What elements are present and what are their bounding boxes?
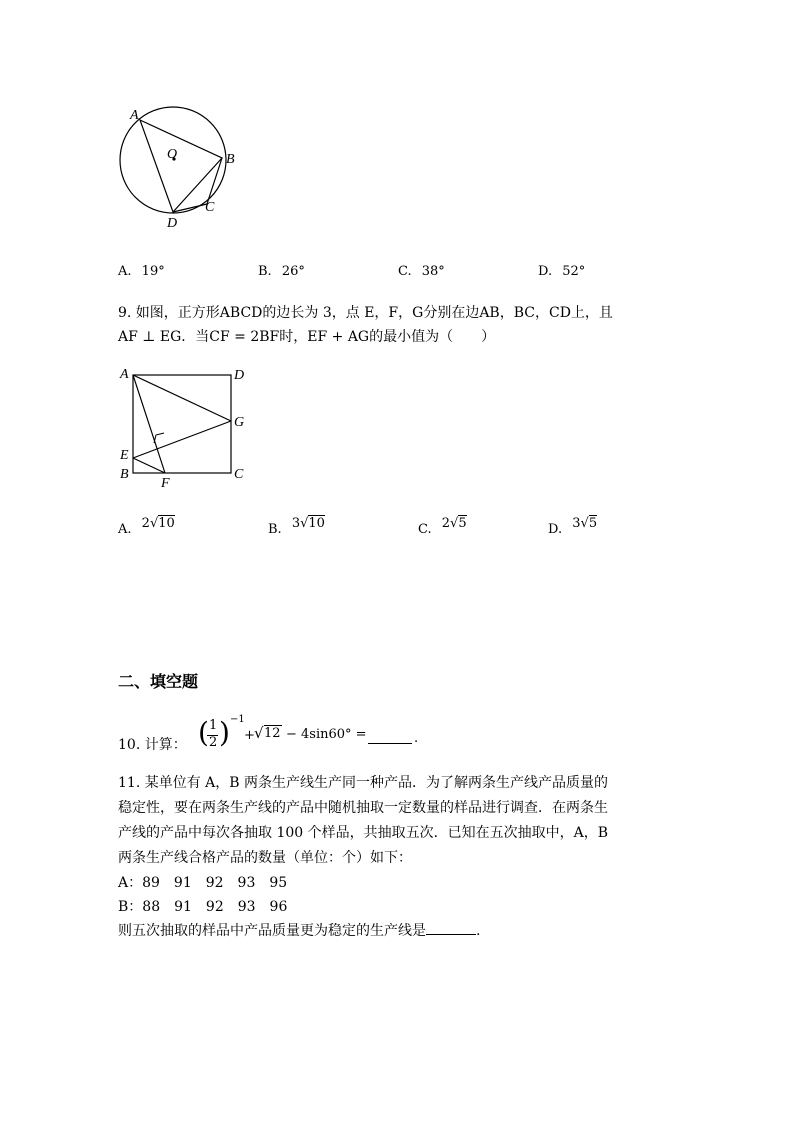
q10-rest: − 4sin60° =: [286, 727, 367, 742]
q9-segment-ag: [133, 375, 231, 421]
q11-line-b-data: B：88 91 92 93 96: [118, 899, 288, 915]
q8-label-d: D: [167, 216, 178, 231]
q10-radicand: 12: [264, 726, 281, 741]
q9-option-a-coef: 2: [141, 516, 150, 531]
q9-option-b-radicand: 10: [308, 516, 325, 531]
q9-option-b-coef: 3: [291, 516, 301, 531]
q9-label-a: A: [120, 367, 129, 382]
q9-option-a: A. 2√10: [118, 516, 175, 537]
q9-label-b: B: [120, 467, 129, 482]
q8-option-b-value: 26°: [281, 264, 305, 279]
q8-figure: [110, 100, 260, 235]
q10-answer-blank[interactable]: [368, 731, 412, 744]
q9-question-line-1: 9. 如图，正方形ABCD的边长为 3，点 E，F，G分别在边AB，BC，CD上，且: [118, 305, 613, 321]
q11-line-1: 11. 某单位有 A，B 两条生产线生产同一种产品．为了解两条生产线产品质量的: [118, 775, 609, 791]
q9-segment-eg: [133, 421, 231, 458]
q10-frac-num: 1: [209, 718, 218, 733]
q8-option-b-letter: B.: [258, 264, 272, 279]
q10-exponent: −1: [230, 714, 245, 725]
q8-label-b: B: [226, 152, 235, 167]
q9-label-e: E: [120, 448, 129, 463]
q10-prefix: 10. 计算：: [118, 737, 187, 753]
q9-segment-ef: [133, 458, 165, 473]
q11-line-3: 产线的产品中每次各抽取 100 个样品，共抽取五次．已知在五次抽取中，A，B: [118, 825, 609, 841]
q8-option-b: [258, 264, 305, 279]
q8-option-a-letter: A.: [118, 264, 132, 279]
q9-option-a-radicand: 10: [158, 516, 175, 531]
q9-option-a-letter: A.: [118, 522, 132, 537]
q8-option-d: [538, 264, 585, 279]
q8-option-d-value: 52°: [562, 264, 586, 279]
q11-line-2: 稳定性，要在两条生产线的产品中随机抽取一定数量的样品进行调查．在两条生: [118, 800, 608, 816]
q9-option-d-letter: D.: [548, 522, 563, 537]
q8-option-c-letter: C.: [398, 264, 412, 279]
q8-option-c-value: 38°: [421, 264, 445, 279]
q9-label-d: D: [234, 368, 245, 383]
q9-option-c-coef: 2: [441, 516, 451, 531]
q9-option-b-letter: B.: [268, 522, 282, 537]
q8-segment-bc: [207, 158, 222, 204]
q9-option-c-radicand: 5: [458, 516, 467, 531]
q8-label-o: O: [167, 147, 178, 162]
q9-square: [133, 375, 231, 473]
section-heading-fill-in: 二、填空题: [118, 672, 199, 691]
q8-label-a: A: [130, 108, 139, 123]
q8-option-a-value: 19°: [141, 264, 165, 279]
q11-line-4: 两条生产线合格产品的数量（单位：个）如下：: [118, 850, 412, 866]
q9-label-f: F: [161, 476, 170, 491]
q9-question-line-2: AF ⊥ EG．当CF = 2BF时，EF + AG的最小值为（ ）: [118, 329, 496, 345]
q11-last-text: 则五次抽取的样品中产品质量更为稳定的生产线是: [118, 923, 426, 939]
q9-figure: [115, 362, 255, 492]
q9-right-angle-mark: [154, 433, 164, 443]
q8-option-c: [398, 264, 445, 279]
q11-end: .: [476, 923, 481, 939]
q9-label-g: G: [234, 415, 245, 430]
q9-option-b: B. 3√10: [268, 516, 325, 537]
q10-frac-den: 2: [209, 735, 218, 750]
q9-option-d: D. 3√5: [548, 516, 598, 537]
q10-plus: +: [244, 728, 255, 743]
q9-option-c: C. 2√5: [418, 516, 467, 537]
q9-option-c-letter: C.: [418, 522, 432, 537]
q9-segment-af: [133, 375, 165, 473]
q11-line-a-data: A：89 91 92 93 95: [118, 875, 288, 891]
q11-line-last: [118, 920, 480, 940]
q9-label-c: C: [234, 467, 244, 482]
q11-answer-blank[interactable]: [426, 922, 476, 935]
q9-option-d-radicand: 5: [588, 516, 598, 531]
q8-label-c: C: [205, 200, 215, 215]
q9-option-d-coef: 3: [572, 516, 581, 531]
q10-end: .: [414, 731, 419, 746]
q8-option-a: [118, 264, 165, 279]
q8-option-d-letter: D.: [538, 264, 553, 279]
